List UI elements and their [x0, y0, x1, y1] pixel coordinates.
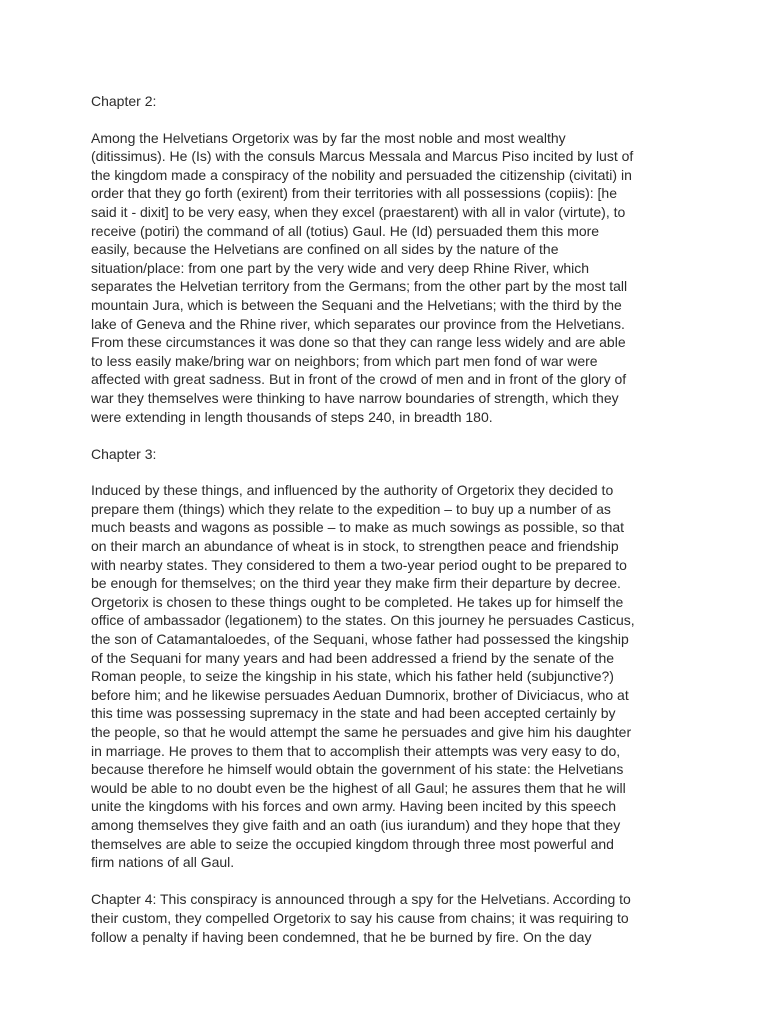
text-line: the son of Catamantaloedes, of the Sequani, whose father had possessed the kingship — [91, 631, 629, 648]
text-line: on their march an abundance of wheat is in stock, to strengthen peace and friendship — [91, 538, 619, 555]
text-line: with nearby states. They considered to them a two-year period ought to be prepared to — [91, 556, 627, 573]
document-body — [91, 92, 691, 965]
text-line: Chapter 4: This conspiracy is announced through a spy for the Helvetians. According to — [91, 891, 631, 908]
text-line: prepare them (things) which they relate to the expedition – to buy up a number of as — [91, 500, 611, 517]
text-line: among themselves they give faith and an oath (ius iurandum) and they hope that they — [91, 816, 621, 833]
text-line: order that they go forth (exirent) from their territories with all possessions (copiis): [he — [91, 185, 617, 202]
chapter-4-paragraph — [91, 890, 691, 946]
text-line: situation/place: from one part by the very wide and very deep Rhine River, which — [91, 259, 590, 276]
text-line: office of ambassador (legationem) to the states. On this journey he persuades Casticus, — [91, 612, 635, 629]
text-line: From these circumstances it was done so that they can range less widely and are able — [91, 334, 626, 351]
text-line: their custom, they compelled Orgetorix to say his cause from chains; it was requiring to — [91, 909, 629, 926]
text-line: (ditissimus). He (Is) with the consuls Marcus Messala and Marcus Piso incited by lust of — [91, 148, 634, 165]
text-line: lake of Geneva and the Rhine river, which separates our province from the Helvetians. — [91, 315, 625, 332]
text-line: unite the kingdoms with his forces and own army. Having been incited by this speech — [91, 798, 617, 815]
text-line: because therefore he himself would obtain the government of his state: the Helvetians — [91, 761, 624, 778]
text-line: affected with great sadness. But in front of the crowd of men and in front of the glory of — [91, 371, 627, 388]
text-line: easily, because the Helvetians are confined on all sides by the nature of the — [91, 241, 559, 258]
text-line: were extending in length thousands of steps 240, in breadth 180. — [91, 408, 493, 425]
text-line: would be able to no doubt even be the highest of all Gaul; he assures them that he will — [91, 779, 626, 796]
text-line: Orgetorix is chosen to these things ought to be completed. He takes up for himself the — [91, 593, 624, 610]
text-line: Among the Helvetians Orgetorix was by far the most noble and most wealthy — [91, 129, 566, 146]
text-line: before him; and he likewise persuades Aeduan Dumnorix, brother of Diviciacus, who at — [91, 686, 629, 703]
chapter-3-heading: Chapter 3: — [91, 445, 157, 462]
text-line: Induced by these things, and influenced by the authority of Orgetorix they decided to — [91, 482, 614, 499]
text-line: to less easily make/bring war on neighbors; from which part men fond of war were — [91, 352, 598, 369]
text-line: firm nations of all Gaul. — [91, 854, 235, 871]
text-line: in marriage. He proves to them that to accomplish their attempts was very easy to do, — [91, 742, 621, 759]
text-line: themselves are able to seize the occupied kingdom through three most powerful and — [91, 835, 614, 852]
text-line: war they themselves were thinking to have narrow boundaries of strength, which they — [91, 389, 619, 406]
text-line: said it - dixit] to be very easy, when they excel (praestarent) with all in valor (virtute), to — [91, 203, 626, 220]
text-line: of the Sequani for many years and had been addressed a friend by the senate of the — [91, 649, 615, 666]
text-line: Roman people, to seize the kingship in his state, which his father held (subjunctive?) — [91, 668, 614, 685]
text-line: this time was possessing supremacy in the state and had been accepted certainly by — [91, 705, 616, 722]
text-line: mountain Jura, which is between the Sequani and the Helvetians; with the third by the — [91, 296, 622, 313]
chapter-2-heading: Chapter 2: — [91, 93, 157, 109]
text-line: much beasts and wagons as possible – to make as much sowings as possible, so that — [91, 519, 625, 536]
chapter-3-paragraph — [91, 481, 691, 871]
text-line: the kingdom made a conspiracy of the nobility and persuaded the citizenship (civitati) in — [91, 166, 632, 183]
text-line: receive (potiri) the command of all (totius) Gaul. He (Id) persuaded them this more — [91, 222, 600, 239]
text-line: separates the Helvetian territory from the Germans; from the other part by the most tall — [91, 278, 628, 295]
text-line: follow a penalty if having been condemned, that he be burned by fire. On the day — [91, 928, 592, 945]
text-line: be enough for themselves; on the third year they make firm their departure by decree. — [91, 575, 621, 592]
text-line: the people, so that he would attempt the same he persuades and give him his daughter — [91, 724, 632, 740]
chapter-2-paragraph — [91, 129, 691, 427]
